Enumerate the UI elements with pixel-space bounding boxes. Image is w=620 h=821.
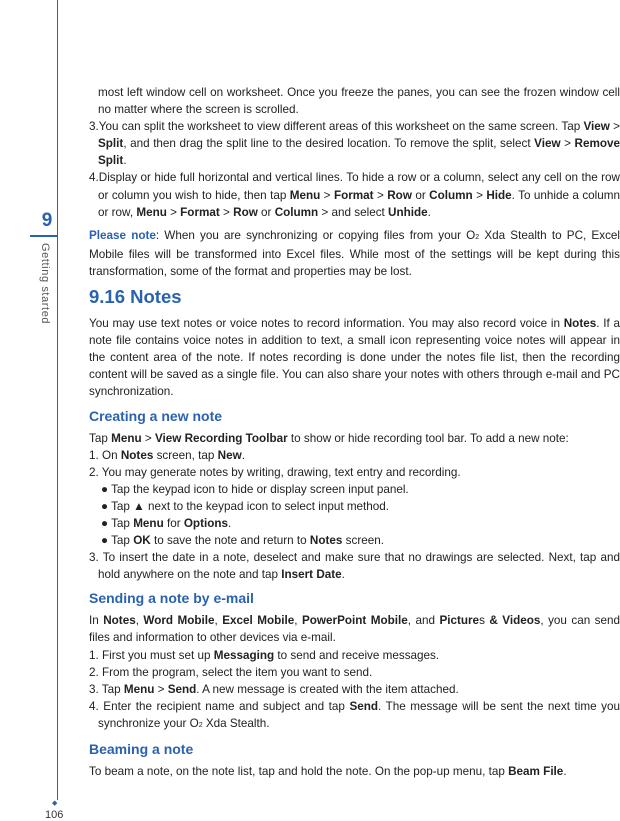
subheading-sending-email: Sending a note by e-mail (89, 590, 254, 607)
subheading-creating-note: Creating a new note (89, 407, 223, 424)
bullet-options: ● Tap Menu for Options. (101, 516, 232, 530)
sending-step-2: 2. From the program, select the item you want to send. (89, 665, 373, 679)
sending-step-4: 4. Enter the recipient name and subject and tap Send. The message will be sent the next time you synchronize your O2 Xda Stealth. (89, 699, 620, 730)
subheading-beaming-note: Beaming a note (89, 741, 194, 757)
chapter-underline (30, 235, 58, 237)
beaming-text: To beam a note, on the note list, tap and hold the note. On the pop-up menu, tap Beam File. (89, 765, 567, 778)
diamond-icon: ◆ (52, 800, 58, 807)
list-item-4: 4.Display or hide full horizontal and vertical lines. To hide a row or a column, select any cell on the row or column you wish to hide, then tap Menu > Format > Row or Column > Hide. To unhide a column or row, Menu > Format > Row or Column > and select Unhide. (89, 171, 620, 219)
chapter-number: 9 (41, 210, 53, 231)
page-content (89, 84, 620, 780)
list-item-3: 3.You can split the worksheet to view different areas of this worksheet on the same screen. Tap View > Split, and then drag the split line to the desired location. To remove the split, select View > Remove Split. (89, 120, 620, 168)
sidebar-rule (57, 0, 58, 800)
creating-step-1: 1. On Notes screen, tap New. (89, 448, 245, 462)
chapter-title: Getting started (39, 243, 51, 325)
page-number: 106 (45, 809, 64, 821)
notes-intro: You may use text notes or voice notes to record information. You may also record voice in Notes. If a note file contains voice notes in addition to text, a small icon representing voice notes will appear in the content area of the note. If notes recording is done under the notes file list, then the recording content will be saved as a single file. You can also share your notes with others through e-mail and PC synchronization. (89, 317, 620, 399)
please-note: Please note: When you are synchronizing or copying files from your O2 Xda Stealth to PC, Excel Mobile files will be transformed into Excel files. While most of the settings will be kept during this transformation, some of the format and properties may be lost. (89, 228, 620, 278)
creating-intro: Tap Menu > View Recording Toolbar to show or hide recording tool bar. To add a new note: (89, 431, 569, 445)
sending-step-1: 1. First you must set up Messaging to send and receive messages. (89, 648, 440, 662)
sending-step-3: 3. Tap Menu > Send. A new message is created with the item attached. (89, 682, 459, 696)
bullet-keypad: ● Tap the keypad icon to hide or display screen input panel. (101, 482, 409, 496)
creating-step-3: 3. To insert the date in a note, deselect and make sure that no drawings are selected. Next, tap and hold anywhere on the note and tap Insert Date. (89, 551, 620, 582)
bullet-input-method: ● Tap ▲ next to the keypad icon to select input method. (101, 499, 390, 513)
creating-step-2: 2. You may generate notes by writing, drawing, text entry and recording. (89, 465, 461, 479)
sending-intro: In Notes, Word Mobile, Excel Mobile, PowerPoint Mobile, and Pictures & Videos, you can send files and information to other devices via e-mail. (89, 614, 620, 645)
bullet-save: ● Tap OK to save the note and return to Notes screen. (101, 534, 384, 548)
section-heading-notes: 9.16 Notes (89, 286, 182, 308)
continued-paragraph: most left window cell on worksheet. Once you freeze the panes, you can see the frozen window cell no matter where the screen is scrolled. (98, 86, 620, 117)
